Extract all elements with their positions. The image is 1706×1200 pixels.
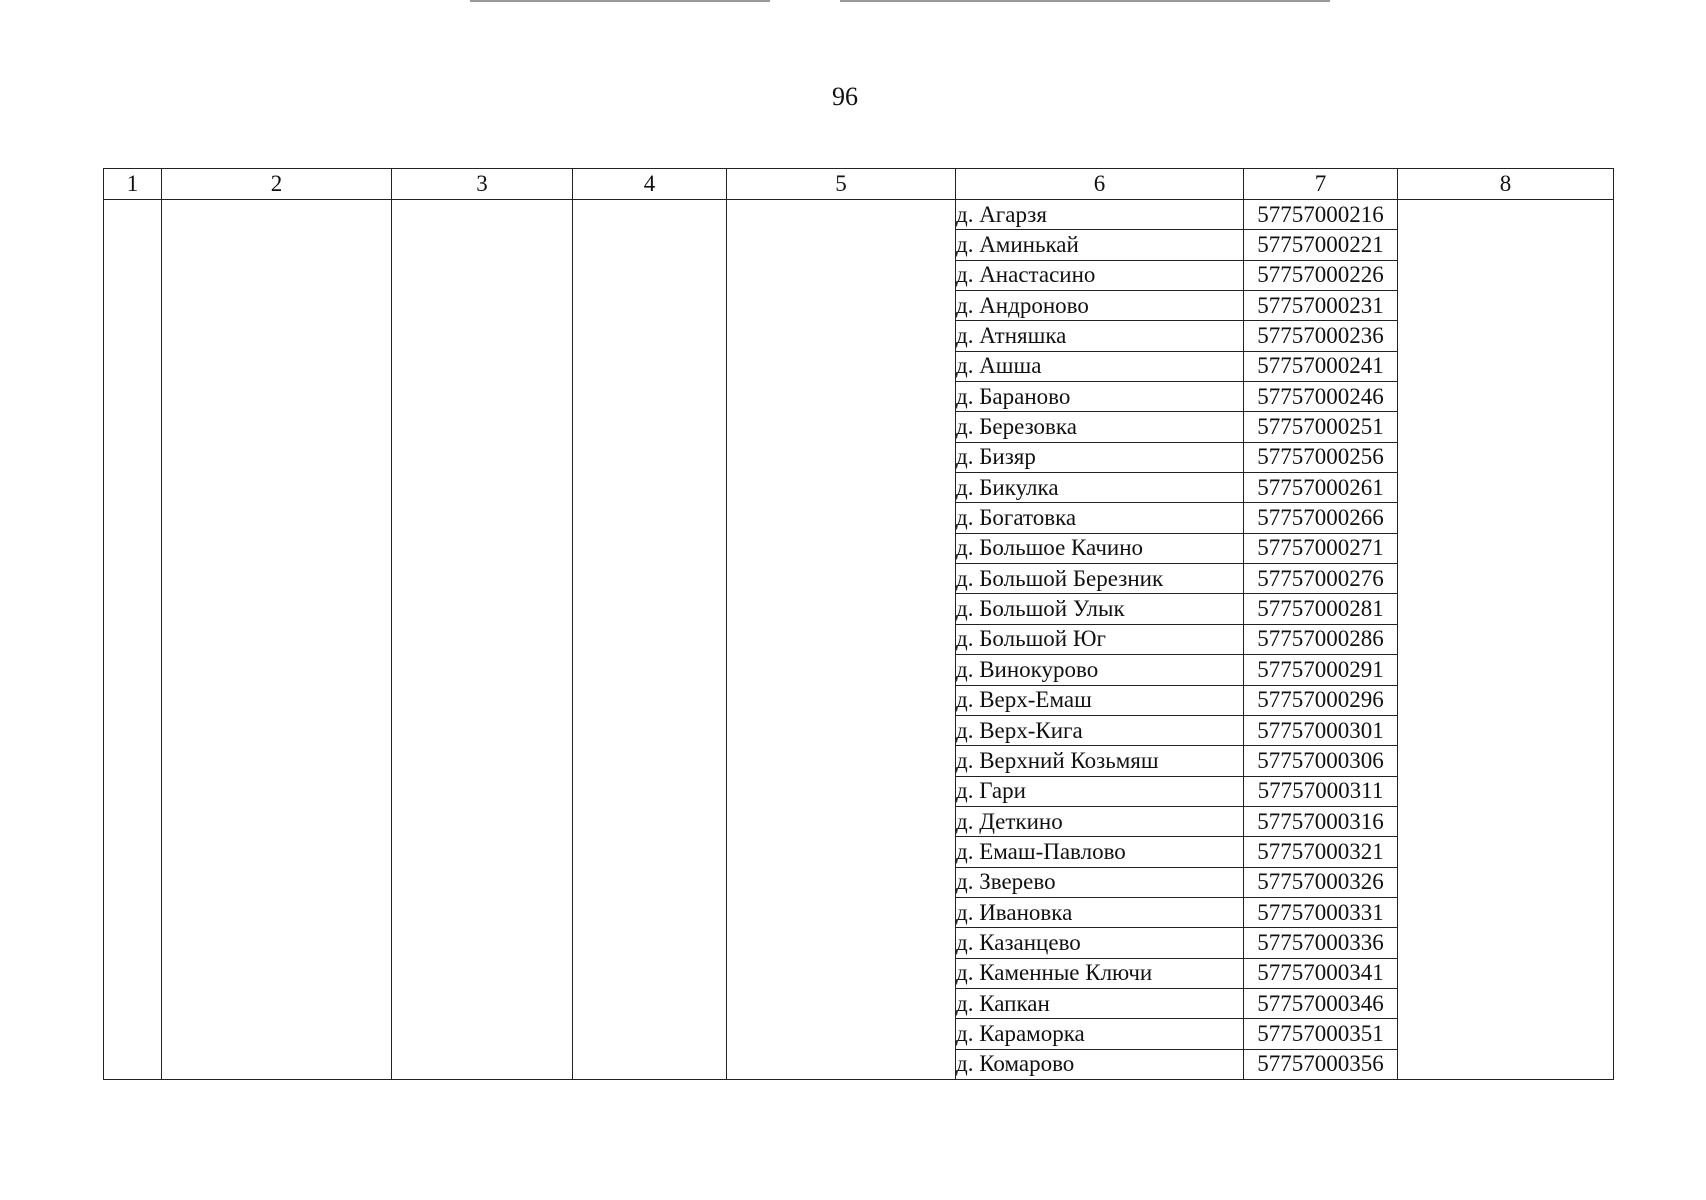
settlement-name: д. Винокурово bbox=[956, 655, 1244, 685]
oktmo-code: 57757000256 bbox=[1244, 442, 1398, 472]
settlement-name: д. Бикулка bbox=[956, 473, 1244, 503]
settlement-name: д. Анастасино bbox=[956, 260, 1244, 290]
oktmo-code: 57757000226 bbox=[1244, 260, 1398, 290]
column-header-7: 7 bbox=[1244, 169, 1398, 200]
settlement-name: д. Большой Юг bbox=[956, 624, 1244, 654]
settlement-name: д. Верх-Кига bbox=[956, 715, 1244, 745]
empty-column-1 bbox=[104, 200, 162, 1080]
column-header-3: 3 bbox=[392, 169, 573, 200]
settlement-name: д. Зверево bbox=[956, 867, 1244, 897]
column-header-6: 6 bbox=[956, 169, 1244, 200]
empty-column-2 bbox=[162, 200, 392, 1080]
settlement-name: д. Комарово bbox=[956, 1049, 1244, 1079]
settlement-name: д. Большое Качино bbox=[956, 533, 1244, 563]
settlement-name: д. Гари bbox=[956, 776, 1244, 806]
oktmo-code: 57757000341 bbox=[1244, 958, 1398, 988]
settlement-name: д. Емаш-Павлово bbox=[956, 837, 1244, 867]
oktmo-code: 57757000236 bbox=[1244, 321, 1398, 351]
settlement-name: д. Богатовка bbox=[956, 503, 1244, 533]
oktmo-code: 57757000216 bbox=[1244, 200, 1398, 230]
table-body bbox=[104, 200, 1614, 1080]
settlement-name: д. Ашша bbox=[956, 351, 1244, 381]
empty-column-4 bbox=[573, 200, 727, 1080]
settlement-name: д. Верх-Емаш bbox=[956, 685, 1244, 715]
scan-edge-line bbox=[470, 0, 770, 2]
empty-column-8 bbox=[1398, 200, 1614, 1080]
settlement-name: д. Верхний Козьмяш bbox=[956, 746, 1244, 776]
settlement-name: д. Агарзя bbox=[956, 200, 1244, 230]
empty-column-3 bbox=[392, 200, 573, 1080]
settlements-table bbox=[103, 168, 1614, 1080]
oktmo-code: 57757000351 bbox=[1244, 1019, 1398, 1049]
oktmo-code: 57757000231 bbox=[1244, 291, 1398, 321]
column-header-5: 5 bbox=[727, 169, 956, 200]
settlement-name: д. Каменные Ключи bbox=[956, 958, 1244, 988]
settlement-name: д. Казанцево bbox=[956, 928, 1244, 958]
oktmo-code: 57757000266 bbox=[1244, 503, 1398, 533]
oktmo-code: 57757000276 bbox=[1244, 564, 1398, 594]
oktmo-code: 57757000271 bbox=[1244, 533, 1398, 563]
oktmo-code: 57757000291 bbox=[1244, 655, 1398, 685]
column-header-2: 2 bbox=[162, 169, 392, 200]
settlement-name: д. Караморка bbox=[956, 1019, 1244, 1049]
settlement-name: д. Березовка bbox=[956, 412, 1244, 442]
column-header-1: 1 bbox=[104, 169, 162, 200]
settlement-name: д. Бараново bbox=[956, 382, 1244, 412]
settlement-name: д. Большой Улык bbox=[956, 594, 1244, 624]
settlement-name: д. Андроново bbox=[956, 291, 1244, 321]
oktmo-code: 57757000336 bbox=[1244, 928, 1398, 958]
settlement-name: д. Бизяр bbox=[956, 442, 1244, 472]
oktmo-code: 57757000306 bbox=[1244, 746, 1398, 776]
settlement-name: д. Атняшка bbox=[956, 321, 1244, 351]
scan-edge-line bbox=[840, 0, 1330, 2]
settlement-name: д. Большой Березник bbox=[956, 564, 1244, 594]
oktmo-code: 57757000261 bbox=[1244, 473, 1398, 503]
oktmo-code: 57757000301 bbox=[1244, 715, 1398, 745]
settlement-name: д. Капкан bbox=[956, 988, 1244, 1018]
oktmo-code: 57757000316 bbox=[1244, 806, 1398, 836]
settlement-name: д. Ивановка bbox=[956, 897, 1244, 927]
column-header-8: 8 bbox=[1398, 169, 1614, 200]
page-number: 96 bbox=[832, 82, 858, 111]
oktmo-code: 57757000241 bbox=[1244, 351, 1398, 381]
oktmo-code: 57757000296 bbox=[1244, 685, 1398, 715]
settlement-name: д. Деткино bbox=[956, 806, 1244, 836]
header-row bbox=[104, 169, 1614, 200]
oktmo-code: 57757000326 bbox=[1244, 867, 1398, 897]
column-header-4: 4 bbox=[573, 169, 727, 200]
oktmo-code: 57757000311 bbox=[1244, 776, 1398, 806]
oktmo-code: 57757000321 bbox=[1244, 837, 1398, 867]
oktmo-code: 57757000281 bbox=[1244, 594, 1398, 624]
oktmo-code: 57757000246 bbox=[1244, 382, 1398, 412]
oktmo-code: 57757000356 bbox=[1244, 1049, 1398, 1079]
oktmo-code: 57757000286 bbox=[1244, 624, 1398, 654]
oktmo-code: 57757000221 bbox=[1244, 230, 1398, 260]
oktmo-code: 57757000251 bbox=[1244, 412, 1398, 442]
table-row bbox=[104, 200, 1614, 230]
oktmo-code: 57757000331 bbox=[1244, 897, 1398, 927]
oktmo-code: 57757000346 bbox=[1244, 988, 1398, 1018]
empty-column-5 bbox=[727, 200, 956, 1080]
settlement-name: д. Аминькай bbox=[956, 230, 1244, 260]
